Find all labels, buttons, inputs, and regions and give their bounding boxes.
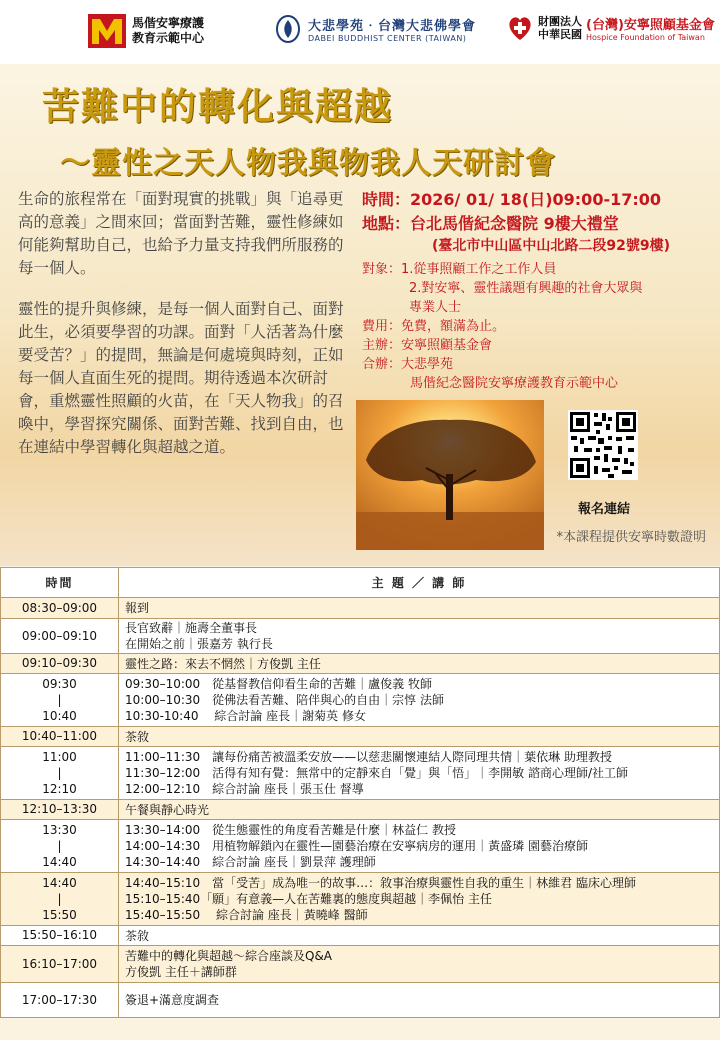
dabei-name-cn: 大悲學苑‧台灣大悲佛學會 <box>308 19 477 34</box>
schedule-row <box>1 598 720 619</box>
time-line: 13:30 <box>42 823 77 837</box>
heart-cross-icon <box>506 14 534 42</box>
schedule-row <box>1 747 720 800</box>
time-line: 08:30–09:00 <box>21 600 98 615</box>
dabei-logo <box>274 14 476 44</box>
schedule-time <box>1 598 119 619</box>
schedule-time <box>1 983 119 1018</box>
schedule-time <box>1 926 119 946</box>
schedule-topic <box>119 674 720 727</box>
schedule-time <box>1 820 119 873</box>
event-time: 時間：2026/ 01/ 18(日)09:00-17:00 <box>362 190 662 209</box>
schedule-topic <box>119 727 720 747</box>
topic-line: 09:30–10:00 從基督教信仰看生命的苦難｜盧俊義 牧師 <box>125 677 432 691</box>
registration-qr-code[interactable] <box>568 410 638 480</box>
dabei-name-en: DABEI BUDDHIST CENTER (TAIWAN) <box>308 34 467 43</box>
topic-line: 11:00–11:30 讓每份痛苦被溫柔安放——以慈悲關懷連結人際同理共情｜葉依琳 助理教授 <box>125 750 612 764</box>
time-line: 15:50–16:10 <box>21 928 98 942</box>
time-line: 09:30 <box>42 677 77 691</box>
lotus-icon <box>274 14 302 44</box>
topic-line: 方俊凱 主任＋講師群 <box>125 965 237 979</box>
schedule-topic <box>119 800 720 820</box>
time-line: 12:10 <box>42 782 77 796</box>
schedule-topic <box>119 598 720 619</box>
header-topic: 主 題 ／ 講 師 <box>119 568 720 598</box>
schedule-body <box>1 598 720 1018</box>
schedule-topic <box>119 873 720 926</box>
schedule-row <box>1 654 720 674</box>
topic-line: 10:00–10:30 從佛法看苦難、陪伴與心的自由｜宗惇 法師 <box>125 693 444 707</box>
mackay-logo <box>88 14 204 48</box>
mackay-line2: 教育示範中心 <box>132 31 205 45</box>
co-host-2: 馬偕紀念醫院安寧療護教育示範中心 <box>410 376 619 391</box>
audience-line-1: 對象：1.從事照顧工作之工作人員 <box>362 262 557 277</box>
schedule-table <box>0 567 720 1018</box>
event-address: (臺北市中山區中山北路二段92號9樓) <box>432 238 671 254</box>
time-line: 10:40–11:00 <box>21 729 98 743</box>
schedule-time <box>1 674 119 727</box>
topic-line: 12:00–12:10 綜合討論 座長｜張玉仕 督導 <box>125 782 364 796</box>
event-host: 主辦：安寧照顧基金會 <box>362 338 493 353</box>
qr-caption: 報名連結 <box>578 502 631 517</box>
schedule-time <box>1 800 119 820</box>
schedule-time <box>1 727 119 747</box>
time-line: 15:50 <box>42 908 77 922</box>
topic-line: 14:40–15:10 當「受苦」成為唯一的故事…：敘事治療與靈性自我的重生｜林維君 臨床心理師 <box>125 876 636 890</box>
schedule-row <box>1 800 720 820</box>
header-time: 時間 <box>1 568 119 598</box>
topic-line: 苦難中的轉化與超越～綜合座談及Q&A <box>125 949 333 963</box>
intro-paragraph-1: 生命的旅程常在「面對現實的挑戰」與「追尋更高的意義」之間來回；當面對苦難，靈性修練如何能夠幫助自己，也給予力量支持我們所服務的每一個人。 <box>18 190 344 277</box>
time-line: 10:40 <box>42 709 77 723</box>
schedule-time <box>1 654 119 674</box>
hospice-logo <box>506 14 715 42</box>
schedule-topic <box>119 747 720 800</box>
topic-line: 10:30-10:40 綜合討論 座長｜謝菊英 修女 <box>125 709 366 723</box>
hospice-name-en: Hospice Foundation of Taiwan <box>586 33 705 42</box>
schedule-topic <box>119 946 720 983</box>
schedule-row <box>1 674 720 727</box>
time-line: 11:00 <box>42 750 77 764</box>
topic-line: 午餐與靜心時光 <box>125 802 210 817</box>
event-info <box>362 188 712 393</box>
schedule-time <box>1 747 119 800</box>
schedule-row <box>1 727 720 747</box>
time-line: 09:00–09:10 <box>21 628 98 643</box>
mackay-line1: 馬偕安寧療護 <box>132 16 205 30</box>
time-line: 12:10–13:30 <box>21 802 98 816</box>
schedule-row <box>1 619 720 654</box>
schedule-row <box>1 946 720 983</box>
topic-line: 在開始之前｜張嘉芳 執行長 <box>125 637 273 651</box>
time-line: | <box>57 766 62 780</box>
hospice-line1: 財團法人 <box>538 15 582 28</box>
topic-line: 13:30–14:00 從生態靈性的角度看苦難是什麼｜林益仁 教授 <box>125 823 456 837</box>
main-title: 苦難中的轉化與超越 <box>42 85 393 128</box>
schedule-topic <box>119 926 720 946</box>
schedule-row <box>1 873 720 926</box>
topic-line: 11:30–12:00 活得有知有覺：無常中的定靜來自「覺」與「悟」｜李開敏 諮商心理師/社工師 <box>125 766 629 780</box>
time-line: 14:40 <box>42 876 77 890</box>
topic-line: 報到 <box>125 601 150 615</box>
audience-line-2: 2.對安寧、靈性議題有興趣的社會大眾與 <box>409 281 643 296</box>
hospice-name: (台灣)安寧照顧基金會 <box>586 18 715 33</box>
time-line: | <box>57 892 62 906</box>
hospice-line2: 中華民國 <box>538 28 582 41</box>
schedule-time <box>1 873 119 926</box>
event-fee: 費用：免費，額滿為止。 <box>362 319 506 334</box>
topic-line: 簽退+滿意度調查 <box>125 993 220 1007</box>
event-place: 地點：台北馬偕紀念醫院 9樓大禮堂 <box>362 214 619 233</box>
topic-line: 14:00–14:30 用植物解鎖內在靈性—園藝治療在安寧病房的運用｜黃盛璘 園藝治療師 <box>125 839 588 853</box>
topic-line: 15:10–15:40「願」有意義—人在苦難裏的態度與超越｜李佩怡 主任 <box>125 892 492 906</box>
sunset-tree-image <box>356 400 544 550</box>
mackay-m-icon <box>88 14 126 48</box>
schedule-topic <box>119 983 720 1018</box>
audience-line-3: 專業人士 <box>409 300 462 315</box>
time-line: 09:10–09:30 <box>21 656 98 670</box>
logo-bar <box>0 0 720 64</box>
sub-title: ～靈性之天人物我與物我人天研討會 <box>60 146 556 181</box>
co-host-1: 合辦：大悲學苑 <box>362 357 454 372</box>
schedule-row <box>1 926 720 946</box>
topic-line: 長官致辭｜施壽全董事長 <box>125 621 258 635</box>
time-line: | <box>57 693 62 707</box>
schedule-time <box>1 619 119 654</box>
topic-line: 靈性之路：來去不惘然｜方俊凱 主任 <box>125 656 321 671</box>
credit-note: *本課程提供安寧時數證明 <box>556 530 706 545</box>
schedule-header-row <box>1 568 720 598</box>
topic-line: 茶敘 <box>125 928 150 943</box>
topic-line: 14:30–14:40 綜合討論 座長｜劉景萍 護理師 <box>125 855 376 869</box>
schedule-row <box>1 820 720 873</box>
time-line: | <box>57 839 62 853</box>
topic-line: 茶敘 <box>125 729 150 744</box>
schedule-topic <box>119 619 720 654</box>
time-line: 16:10–17:00 <box>21 956 98 971</box>
time-line: 14:40 <box>42 855 77 869</box>
intro-text <box>18 188 358 477</box>
time-line: 17:00–17:30 <box>21 992 98 1007</box>
schedule-time <box>1 946 119 983</box>
schedule-topic <box>119 654 720 674</box>
schedule-row <box>1 983 720 1018</box>
schedule-topic <box>119 820 720 873</box>
intro-paragraph-2: 靈性的提升與修練，是每一個人面對自己、面對此生，必須要學習的功課。面對「人活著為什麼要受苦？」的提問，無論是何處境與時刻，正如每一個人直面生死的提問。期待透過本次研討會，重燃靈性照顧的火苗，在「天人物我」的召喚中，學習探究關係、面對苦難、找到自由，也在連結中學習轉化與超越之道。 <box>18 300 344 456</box>
topic-line: 15:40–15:50 綜合討論 座長｜黃曉峰 醫師 <box>125 908 368 922</box>
